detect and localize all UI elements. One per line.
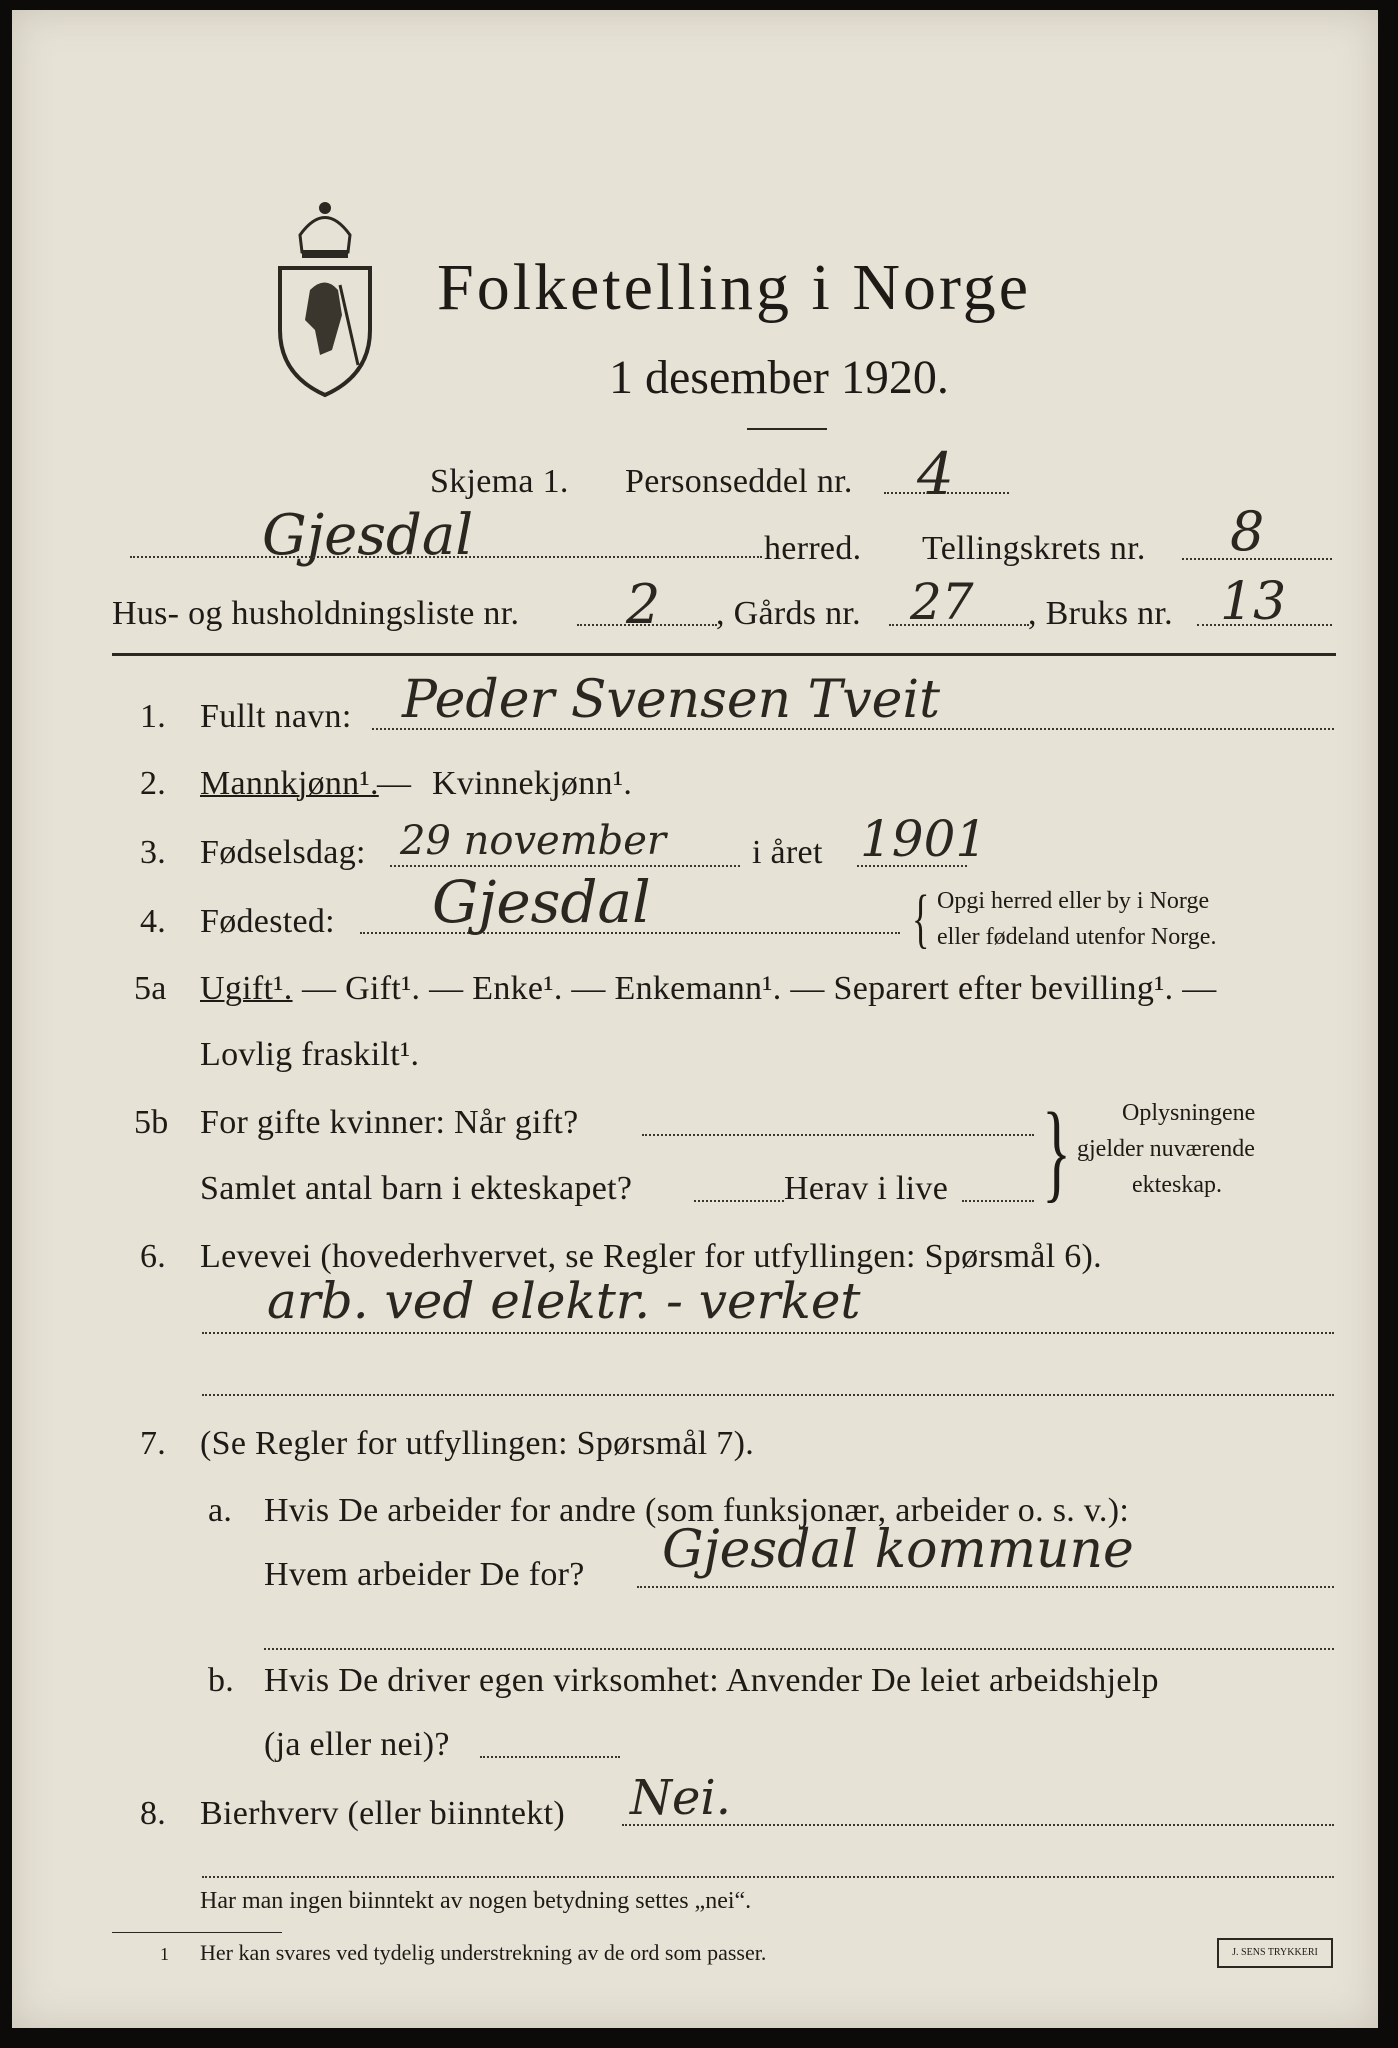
header-rule <box>112 653 1336 656</box>
title-divider <box>747 428 827 430</box>
q5b-brace: } <box>1042 1090 1072 1212</box>
birth-year-value[interactable]: 1901 <box>860 810 988 868</box>
q7a-letter: a. <box>208 1492 233 1529</box>
bruks-value[interactable]: 13 <box>1220 572 1287 632</box>
hus-value[interactable]: 2 <box>626 573 661 636</box>
q2-number: 2. <box>140 765 167 802</box>
q3-label: Fødselsdag: <box>200 834 366 871</box>
male-option[interactable]: Mannkjønn¹. <box>200 765 379 802</box>
q4-number: 4. <box>140 903 167 940</box>
q7b-letter: b. <box>208 1662 235 1699</box>
q7b-line-1: Hvis De driver egen virksomhet: Anvender De leiet arbeidshjelp <box>264 1662 1159 1699</box>
side-income-value[interactable]: Nei. <box>630 1770 732 1826</box>
q5b-label-1: For gifte kvinner: Når gift? <box>200 1104 579 1141</box>
footer-note: Har man ingen biinntekt av nogen betydning settes „nei“. <box>200 1888 752 1914</box>
footnote-rule <box>112 1932 282 1933</box>
q2-separator: — <box>377 765 412 802</box>
q5b-number: 5b <box>134 1104 169 1141</box>
tellingskrets-label: Tellingskrets nr. <box>922 530 1146 567</box>
year-label: i året <box>752 834 823 871</box>
q7a-line-2: Hvem arbeider De for? <box>264 1556 585 1593</box>
printer-stamp: J. SENS TRYKKERI <box>1217 1938 1333 1968</box>
q4-label: Fødested: <box>200 903 335 940</box>
birthplace-value[interactable]: Gjesdal <box>432 868 651 936</box>
q5b-note-3: ekteskap. <box>1132 1172 1222 1198</box>
marital-options[interactable]: — Gift¹. — Enke¹. — Enkemann¹. — Separert efter bevilling¹. — <box>302 970 1217 1007</box>
employer-value[interactable]: Gjesdal kommune <box>662 1520 1134 1580</box>
census-form <box>12 10 1378 2028</box>
personseddel-value[interactable]: 4 <box>917 440 954 508</box>
census-date: 1 desember 1920. <box>609 351 949 404</box>
q5b-note-2: gjelder nuværende <box>1077 1136 1255 1162</box>
q1-number: 1. <box>140 698 167 735</box>
q4-note-1: Opgi herred eller by i Norge <box>937 888 1210 914</box>
q5b-note-1: Oplysningene <box>1122 1100 1256 1126</box>
q6-number: 6. <box>140 1238 167 1275</box>
footnote-number: 1 <box>160 1944 169 1964</box>
unmarried-option[interactable]: Ugift¹. <box>200 970 293 1007</box>
footnote-text: Her kan svares ved tydelig understrekning av de ord som passer. <box>200 1940 767 1965</box>
herred-value[interactable]: Gjesdal <box>262 503 474 568</box>
occupation-value[interactable]: arb. ved elektr. - verket <box>267 1272 861 1330</box>
gards-value[interactable]: 27 <box>910 573 974 631</box>
q8-label: Bierhverv (eller biinntekt) <box>200 1795 565 1832</box>
q8-number: 8. <box>140 1795 167 1832</box>
q1-label: Fullt navn: <box>200 698 352 735</box>
divorced-option[interactable]: Lovlig fraskilt¹. <box>200 1036 420 1073</box>
q7a-line-1: Hvis De arbeider for andre (som funksjonær, arbeider o. s. v.): <box>264 1492 1130 1529</box>
q5a-number: 5a <box>134 970 167 1007</box>
female-option[interactable]: Kvinnekjønn¹. <box>432 765 633 802</box>
q6-label: Levevei (hovederhvervet, se Regler for utfyllingen: Spørsmål 6). <box>200 1238 1102 1275</box>
q5b-label-3: Herav i live <box>784 1170 949 1207</box>
q5b-label-2: Samlet antal barn i ekteskapet? <box>200 1170 633 1207</box>
form-title: Folketelling i Norge <box>437 251 1032 324</box>
q3-number: 3. <box>140 834 167 871</box>
q7-label: (Se Regler for utfyllingen: Spørsmål 7). <box>200 1425 755 1462</box>
schema-label: Skjema 1. <box>430 463 569 500</box>
q4-note-2: eller fødeland utenfor Norge. <box>937 924 1217 950</box>
herred-label: herred. <box>764 530 862 567</box>
q7-number: 7. <box>140 1425 167 1462</box>
q7b-line-2: (ja eller nei)? <box>264 1726 450 1763</box>
full-name-value[interactable]: Peder Svensen Tveit <box>402 670 940 730</box>
birthday-value[interactable]: 29 november <box>400 818 667 864</box>
gards-label: , Gårds nr. <box>716 595 861 632</box>
bruks-label: , Bruks nr. <box>1028 595 1173 632</box>
hus-label: Hus- og husholdningsliste nr. <box>112 595 520 632</box>
q4-brace: { <box>912 882 930 955</box>
tellingskrets-value[interactable]: 8 <box>1230 500 1265 563</box>
coat-of-arms-icon <box>270 190 380 400</box>
personseddel-label: Personseddel nr. <box>625 463 853 500</box>
